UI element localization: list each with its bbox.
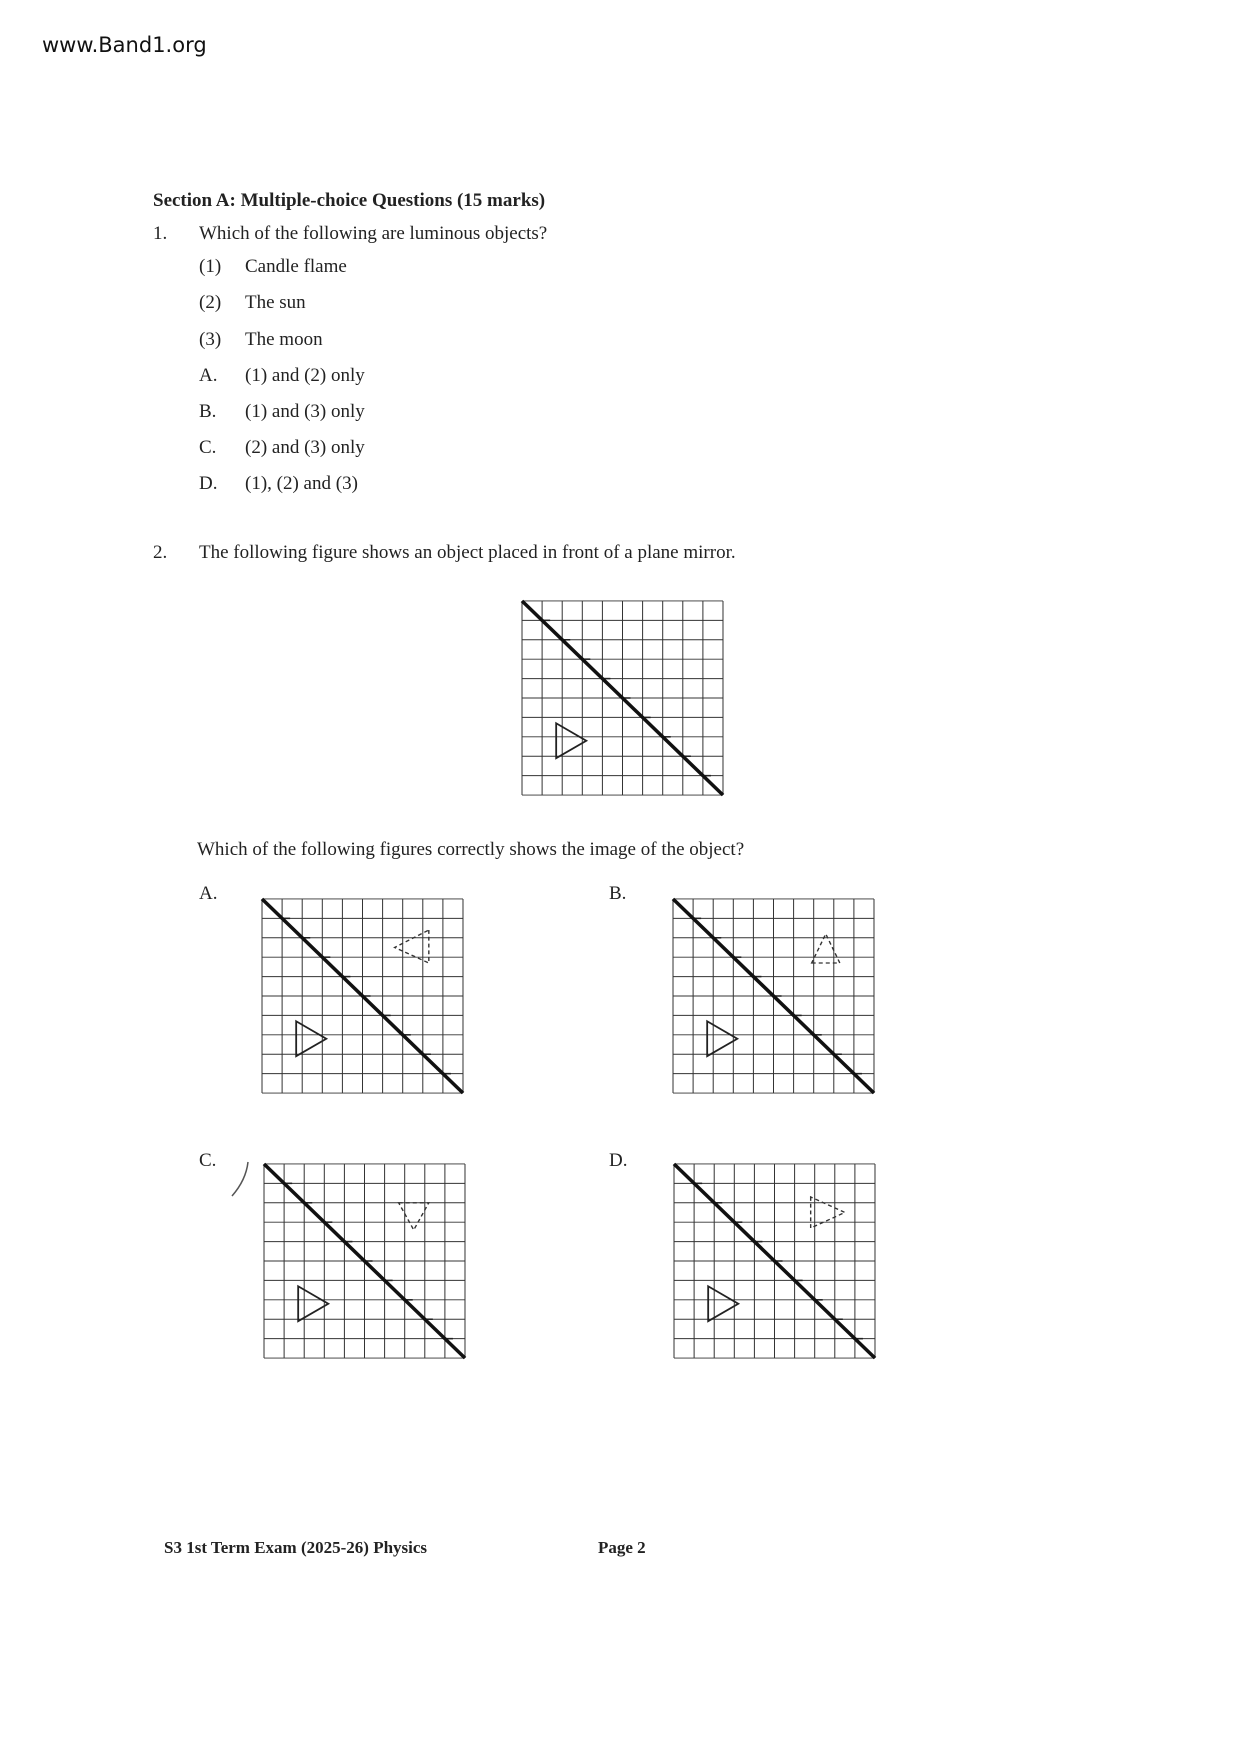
grid-diagram	[672, 1162, 877, 1360]
option-b-label: B.	[609, 883, 627, 904]
statement-text: The moon	[245, 329, 323, 350]
watermark[interactable]: www.Band1.org	[42, 33, 207, 57]
image-triangle	[811, 1197, 845, 1228]
grid-diagram	[520, 599, 725, 797]
option-b-figure	[671, 897, 876, 1095]
option-a-figure	[260, 897, 465, 1095]
q2-number: 2.	[153, 542, 168, 563]
statement-text: The sun	[245, 292, 306, 313]
option-label: A.	[199, 365, 218, 386]
grid-diagram	[260, 897, 465, 1095]
grid-diagram	[671, 897, 876, 1095]
q2-text: The following figure shows an object placed in front of a plane mirror.	[199, 542, 736, 563]
option-d-figure	[672, 1162, 877, 1360]
footer-exam: S3 1st Term Exam (2025-26) Physics	[164, 1538, 428, 1557]
option-label: D.	[199, 473, 218, 494]
option-text: (1) and (2) only	[245, 365, 365, 386]
footer-page: Page 2	[598, 1538, 646, 1557]
section-title: Section A: Multiple-choice Questions (15 marks)	[153, 190, 546, 211]
option-d-label: D.	[609, 1150, 628, 1171]
grid-diagram	[262, 1162, 467, 1360]
image-triangle	[395, 930, 429, 963]
q1-text: Which of the following are luminous objects?	[199, 223, 548, 244]
image-triangle	[399, 1203, 429, 1230]
option-c-label: C.	[199, 1150, 217, 1171]
statement-text: Candle flame	[245, 256, 347, 277]
option-a-label: A.	[199, 883, 218, 904]
q1-number: 1.	[153, 223, 168, 244]
option-text: (2) and (3) only	[245, 437, 365, 458]
option-label: C.	[199, 437, 217, 458]
option-label: B.	[199, 401, 217, 422]
statement-label: (3)	[199, 329, 222, 350]
option-text: (1), (2) and (3)	[245, 473, 358, 494]
statement-label: (1)	[199, 256, 222, 277]
mirror-figure	[520, 599, 725, 797]
statement-label: (2)	[199, 292, 222, 313]
option-text: (1) and (3) only	[245, 401, 365, 422]
pencil-mark	[228, 1160, 252, 1200]
q2-question: Which of the following figures correctly shows the image of the object?	[197, 839, 745, 860]
option-c-figure	[262, 1162, 467, 1360]
